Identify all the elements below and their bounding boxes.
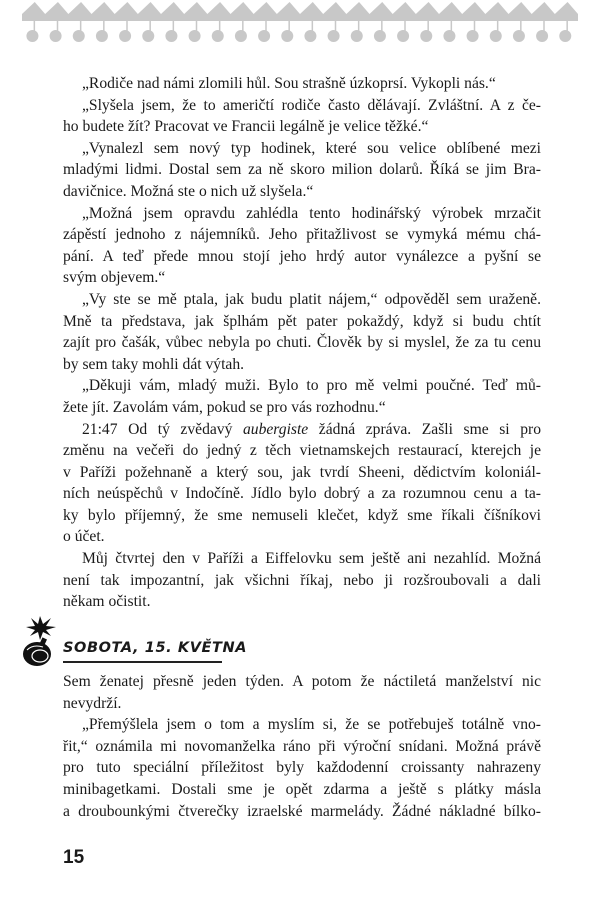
paint-drip — [300, 2, 323, 42]
paint-drip — [416, 2, 439, 42]
text-line: 21:47 Od tý zvědavý aubergiste žádná zpráva. Zašli sme si pro — [82, 420, 541, 438]
paint-drip — [462, 2, 485, 42]
paragraph — [63, 289, 541, 375]
paint-drip — [485, 2, 508, 42]
chapter-heading: SOBOTA, 15. KVĚTNA — [63, 636, 222, 663]
paint-drip — [277, 2, 300, 42]
paint-drip — [323, 2, 346, 42]
text-line: mladými lidmi. Dostal sem za ně skoro milion dolarů. Říká se jim Bra- — [63, 161, 541, 179]
paint-drip — [346, 2, 369, 42]
text-line: pání. A teď přede mnou stojí jeho hrdý autor vynálezce a pyšní se — [63, 247, 541, 265]
text-line: „Slyšela jsem, že to američtí rodiče často dělávají. Zvláštní. A z če- — [82, 96, 541, 114]
text-line: Sem ženatej přesně jeden týden. A potom že náctiletá manželství nic — [63, 673, 541, 690]
text-line: nevydrží. — [63, 694, 122, 712]
paint-drip — [393, 2, 416, 42]
paragraph — [63, 95, 541, 138]
paragraph — [63, 548, 541, 613]
paint-drip — [509, 2, 532, 42]
paint-drip — [254, 2, 277, 42]
paragraph — [63, 203, 541, 289]
border-band — [22, 14, 578, 21]
text-line: ky bylo příjemný, že sme nemuseli klečet, když sme říkali číšníkovi — [63, 506, 541, 524]
paragraph — [63, 714, 541, 822]
page-number: 15 — [63, 847, 85, 868]
text-line: „Vynalezl sem nový typ hodinek, které sou velice oblíbené mezi — [82, 139, 541, 157]
text-line: ho budete žít? Pracovat ve Francii legálně je velice těžké.“ — [63, 118, 429, 136]
paragraph — [63, 73, 541, 95]
paint-drip — [68, 2, 91, 42]
text-line: „Vy ste se mě ptala, jak budu platit nájem,“ odpověděl sem uraženě. — [82, 290, 541, 308]
text-line: o účet. — [63, 528, 105, 546]
text-line: „Možná jsem opravdu zahlédla tento hodinářský výrobek mrzačit — [82, 204, 541, 222]
paint-drip — [555, 2, 578, 42]
paint-drip — [138, 2, 161, 42]
text-line: zápěstí jednoho z nájemníků. Jeho přitažlivost se vymyká mému chá- — [63, 226, 541, 244]
paint-drip — [45, 2, 68, 42]
body-text-top — [63, 73, 541, 613]
paint-drip — [22, 2, 45, 42]
text-line: by sem taky mohli dát výtah. — [63, 355, 245, 373]
decorative-border — [0, 0, 600, 60]
paint-drip — [92, 2, 115, 42]
text-line: někam očistit. — [63, 593, 151, 611]
text-line: „Rodiče nad námi zlomili hůl. Sou strašně úzkoprsí. Vykopli nás.“ — [82, 75, 496, 92]
text-line: změnu na večeři do jedný z těch vietnamskejch restaurací, kterejch je — [63, 442, 541, 460]
paragraph — [63, 138, 541, 203]
paint-drip — [161, 2, 184, 42]
paragraph — [63, 671, 541, 714]
text-line: „Přemýšlela jsem o tom a myslím si, že se potřebuješ totálně vno- — [82, 716, 541, 734]
paragraph — [63, 419, 541, 549]
text-line: Mně ta představa, jak šplhám pět pater pokaždý, když si budu chtít — [63, 312, 541, 330]
text-line: v Paříži požehnaně a který sou, jak tvrdí Sheeni, dědictvím koloniál- — [63, 463, 541, 481]
text-line: „Děkuji vám, mladý muži. Bylo to pro mě velmi poučné. Teď mů- — [82, 377, 541, 395]
text-line: žete jít. Zavolám vám, pokud se pro vás rozhodnu.“ — [63, 398, 386, 416]
text-line: není tak impozantní, jak všichni říkaj, nebo ji rozšroubovali a dali — [63, 571, 541, 589]
text-line: svým objevem.“ — [63, 269, 166, 287]
body-text-bottom — [63, 671, 541, 822]
text-line: davičnice. Možná ste o nich už slyšela.“ — [63, 182, 314, 200]
text-line: a droubounkými čtverečky izraelské marmelády. Žádné nákladné bílko- — [63, 802, 541, 820]
paint-drip — [231, 2, 254, 42]
paint-drip — [439, 2, 462, 42]
text-line: řit,“ oznámila mi novomanželka ráno při výroční snídani. Možná právě — [63, 737, 541, 755]
paint-drip — [115, 2, 138, 42]
text-line: pro tuto speciální příležitost byly každodenní croissanty nahrazeny — [63, 759, 541, 777]
paragraph — [63, 375, 541, 418]
paint-drip — [207, 2, 230, 42]
text-line: ních neúspěchů v Indočíně. Jídlo bylo dobrý a za rozumnou cenu a ta- — [63, 485, 541, 503]
text-line: minibagetkami. Dostali sme je opět zdarma a ještě s plátky másla — [63, 780, 541, 798]
text-line: Můj čtvrtej den v Paříži a Eiffelovku sem ještě ani nezahlíd. Možná — [82, 550, 541, 568]
paint-drip — [370, 2, 393, 42]
paint-drip — [532, 2, 555, 42]
bomb-icon — [18, 614, 60, 668]
text-line: zajít pro čašák, vůbec nebyla po chuti. Člověk by si myslel, že za tu cenu — [63, 334, 541, 352]
paint-drip — [184, 2, 207, 42]
